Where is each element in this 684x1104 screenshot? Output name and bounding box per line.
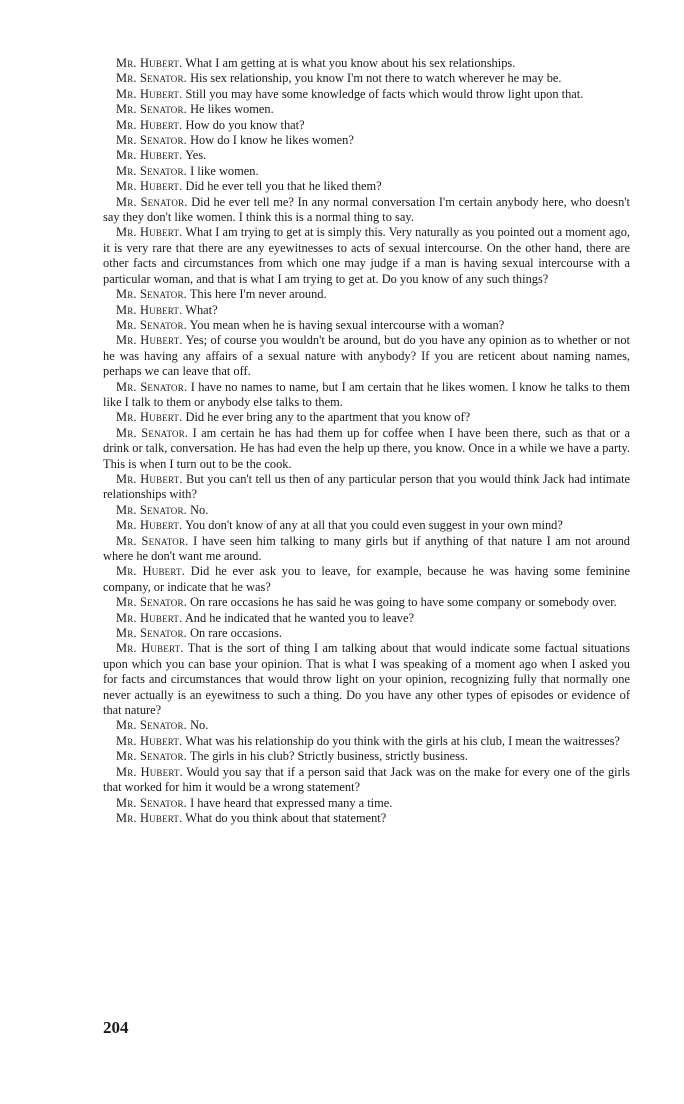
speaker-name: Mr. Hubert. <box>116 86 183 101</box>
statement-text: Would you say that if a person said that Jack was on the make for every one of the girls that worked for him it would be a wrong statement? <box>103 764 630 795</box>
speaker-name: Mr. Senator. <box>116 317 187 332</box>
speaker-name: Mr. Senator. <box>116 533 189 548</box>
testimony-paragraph <box>103 195 630 226</box>
statement-text: But you can't tell us then of any particular person that you would think Jack had intimate relationships with? <box>103 471 631 502</box>
statement-text: Did he ever tell me? In any normal conversation I'm certain anybody here, who doesn't say they don't like women. I think this is a normal thing to say. <box>103 194 630 225</box>
testimony-paragraph <box>103 333 630 379</box>
statement-text: Yes; of course you wouldn't be around, but do you have any opinion as to whether or not he was having any affairs of a sexual nature with anybody? If you are reticent about naming names, perhaps we can leave that off. <box>103 333 630 379</box>
statement-text: What I am getting at is what you know about his sex relationships. <box>185 56 516 70</box>
statement-text: The girls in his club? Strictly business, strictly business. <box>189 749 468 764</box>
speaker-name: Mr. Hubert. <box>116 471 183 486</box>
testimony-paragraph <box>103 303 630 318</box>
statement-text: No. <box>190 502 209 517</box>
testimony-paragraph <box>103 71 630 86</box>
statement-text: What do you think about that statement? <box>185 810 387 825</box>
statement-text: That is the sort of thing I am talking about that would indicate some factual situations upon which you can base your opinion. That is what I was speaking of a moment ago when I asked you for facts and circumstances that would throw light on your opinion, recognizing fully that normally one never actually is an eyewitness to such a thing. Do you have any other types of episodes or evidence of that nature? <box>103 641 630 718</box>
testimony-paragraph <box>103 148 630 163</box>
speaker-name: Mr. Senator. <box>116 795 187 810</box>
speaker-name: Mr. Hubert. <box>116 117 183 132</box>
testimony-paragraph <box>103 811 630 826</box>
testimony-paragraph <box>103 472 630 503</box>
testimony-paragraph <box>103 611 630 626</box>
statement-text: His sex relationship, you know I'm not there to watch wherever he may be. <box>190 71 562 86</box>
testimony-paragraph <box>103 56 630 71</box>
testimony-paragraph <box>103 595 630 610</box>
speaker-name: Mr. Hubert. <box>116 733 183 748</box>
statement-text: Did he ever ask you to leave, for example, because he was having some feminine company, or indicate that he was? <box>103 564 630 594</box>
testimony-paragraph <box>103 503 630 518</box>
page-number: 204 <box>103 1018 129 1037</box>
testimony-paragraph <box>103 641 630 718</box>
testimony-paragraph <box>103 518 630 533</box>
speaker-name: Mr. Senator. <box>116 595 187 610</box>
testimony-paragraph <box>103 179 630 194</box>
speaker-name: Mr. Senator. <box>116 287 187 302</box>
speaker-name: Mr. Senator. <box>116 379 188 394</box>
statement-text: Did he ever bring any to the apartment that you know of? <box>185 410 471 425</box>
speaker-name: Mr. Hubert. <box>116 410 183 425</box>
statement-text: I like women. <box>190 163 259 178</box>
statement-text: I have seen him talking to many girls but if anything of that nature I am not around where he don't want me around. <box>103 533 630 563</box>
statement-text: What? <box>185 302 218 317</box>
speaker-name: Mr. Hubert. <box>116 564 186 579</box>
speaker-name: Mr. Senator. <box>116 133 187 148</box>
testimony-paragraph <box>103 564 630 595</box>
statement-text: On rare occasions he has said he was going to have some company or somebody over. <box>190 595 617 610</box>
speaker-name: Mr. Senator. <box>116 718 187 733</box>
testimony-paragraph <box>103 796 630 811</box>
speaker-name: Mr. Hubert. <box>116 610 183 625</box>
speaker-name: Mr. Senator. <box>116 749 187 764</box>
testimony-paragraph <box>103 118 630 133</box>
transcript-body <box>103 56 630 826</box>
speaker-name: Mr. Hubert. <box>116 148 183 163</box>
statement-text: On rare occasions. <box>190 626 282 641</box>
speaker-name: Mr. Senator. <box>116 163 187 178</box>
testimony-paragraph <box>103 410 630 425</box>
testimony-paragraph <box>103 426 630 472</box>
speaker-name: Mr. Senator. <box>116 502 187 517</box>
statement-text: How do you know that? <box>185 117 305 132</box>
speaker-name: Mr. Senator. <box>116 425 189 440</box>
speaker-name: Mr. Hubert. <box>116 764 183 779</box>
statement-text: No. <box>190 718 209 733</box>
testimony-paragraph <box>103 734 630 749</box>
speaker-name: Mr. Hubert. <box>116 333 183 348</box>
testimony-paragraph <box>103 164 630 179</box>
statement-text: I have heard that expressed many a time. <box>190 795 393 810</box>
testimony-paragraph <box>103 133 630 148</box>
statement-text: He likes women. <box>190 102 274 117</box>
statement-text: You mean when he is having sexual intercourse with a woman? <box>189 317 505 332</box>
speaker-name: Mr. Hubert. <box>116 302 183 317</box>
statement-text: How do I know he likes women? <box>190 133 354 148</box>
testimony-paragraph <box>103 718 630 733</box>
speaker-name: Mr. Hubert. <box>116 810 183 825</box>
speaker-name: Mr. Hubert. <box>116 518 183 533</box>
testimony-paragraph <box>103 765 630 796</box>
testimony-paragraph <box>103 287 630 302</box>
speaker-name: Mr. Senator. <box>116 102 187 117</box>
statement-text: I have no names to name, but I am certain that he likes women. I know he talks to them like I talk to them or anybody else talks to them. <box>103 379 630 409</box>
statement-text: What was his relationship do you think with the girls at his club, I mean the waitresses? <box>185 733 620 748</box>
testimony-paragraph <box>103 225 630 287</box>
speaker-name: Mr. Hubert. <box>116 641 184 656</box>
speaker-name: Mr. Hubert. <box>116 225 183 240</box>
speaker-name: Mr. Senator. <box>116 71 187 86</box>
statement-text: And he indicated that he wanted you to leave? <box>184 610 414 625</box>
statement-text: Still you may have some knowledge of facts which would throw light upon that. <box>185 86 584 101</box>
statement-text: Yes. <box>185 148 207 163</box>
speaker-name: Mr. Hubert. <box>116 56 183 70</box>
speaker-name: Mr. Hubert. <box>116 179 183 194</box>
statement-text: Did he ever tell you that he liked them? <box>185 179 382 194</box>
testimony-paragraph <box>103 102 630 117</box>
statement-text: This here I'm never around. <box>189 287 327 302</box>
testimony-paragraph <box>103 380 630 411</box>
testimony-paragraph <box>103 318 630 333</box>
statement-text: You don't know of any at all that you could even suggest in your own mind? <box>185 518 563 533</box>
testimony-paragraph <box>103 626 630 641</box>
statement-text: I am certain he has had them up for coffee when I have been there, such as that or a drink or talk, conversation. He has had even the help up there, you know. Once in a while we have a party. This is when I turn out to be the cook. <box>103 425 630 471</box>
statement-text: What I am trying to get at is simply this. Very naturally as you pointed out a moment ago, it is very rare that there are any eyewitnesses to acts of sexual intercourse. On the other hand, there are other facts and circumstances from which one may judge if a man is having sexual intercourse with a particular woman, and that is what I am trying to get at. Do you know of any such things? <box>103 225 630 286</box>
testimony-paragraph <box>103 534 630 565</box>
testimony-paragraph <box>103 87 630 102</box>
speaker-name: Mr. Senator. <box>116 194 188 209</box>
testimony-paragraph <box>103 749 630 764</box>
speaker-name: Mr. Senator. <box>116 626 187 641</box>
